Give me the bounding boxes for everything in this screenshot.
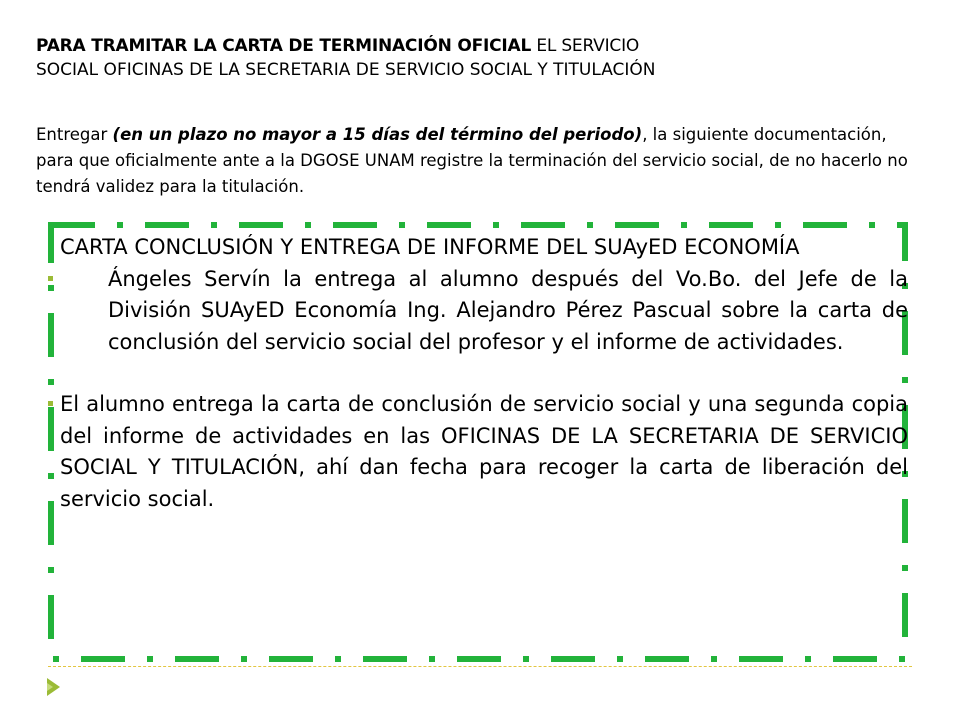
header-title-line2: SOCIAL OFICINAS DE LA SECRETARIA DE SERVICIO SOCIAL Y TITULACIÓN (36, 60, 656, 80)
header-title (36, 34, 916, 58)
closing-paragraph (60, 389, 908, 515)
intro-paragraph (36, 122, 916, 200)
triangle-arrow-icon-inner (47, 683, 53, 691)
list-item (60, 264, 908, 359)
header (36, 34, 916, 200)
body-text (60, 232, 908, 515)
intro-emphasis: (en un plazo no mayor a 15 días del término del periodo) (112, 125, 643, 144)
footer-divider (48, 666, 912, 667)
bullet-text: Ángeles Servín la entrega al alumno después del Vo.Bo. del Jefe de la División SUAyED Economía Ing. Alejandro Pérez Pascual sobre la carta de conclusión del servicio social del profesor y el informe de actividades. (108, 266, 908, 354)
section-title: CARTA CONCLUSIÓN Y ENTREGA DE INFORME DEL SUAyED ECONOMÍA (60, 235, 800, 259)
closing-paragraph-text: El alumno entrega la carta de conclusión de servicio social y una segunda copia del informe de actividades en las OFICINAS DE LA SECRETARIA DE SERVICIO SOCIAL Y TITULACIÓN, ahí dan fecha para recoger la carta de liberación del servicio social. (60, 392, 908, 511)
square-bullet-icon (48, 401, 53, 406)
intro-rest: , la siguiente documentación, para que oficialmente ante a la DGOSE UNAM registre la terminación del servicio social, de no hacerlo no tendrá validez para la titulación. (36, 125, 908, 196)
header-title-rest: EL SERVICIO (531, 36, 640, 56)
square-bullet-icon (48, 276, 53, 281)
intro-lead: Entregar (36, 125, 113, 144)
header-title-bold: PARA TRAMITAR LA CARTA DE TERMINACIÓN OFICIAL (36, 36, 532, 56)
